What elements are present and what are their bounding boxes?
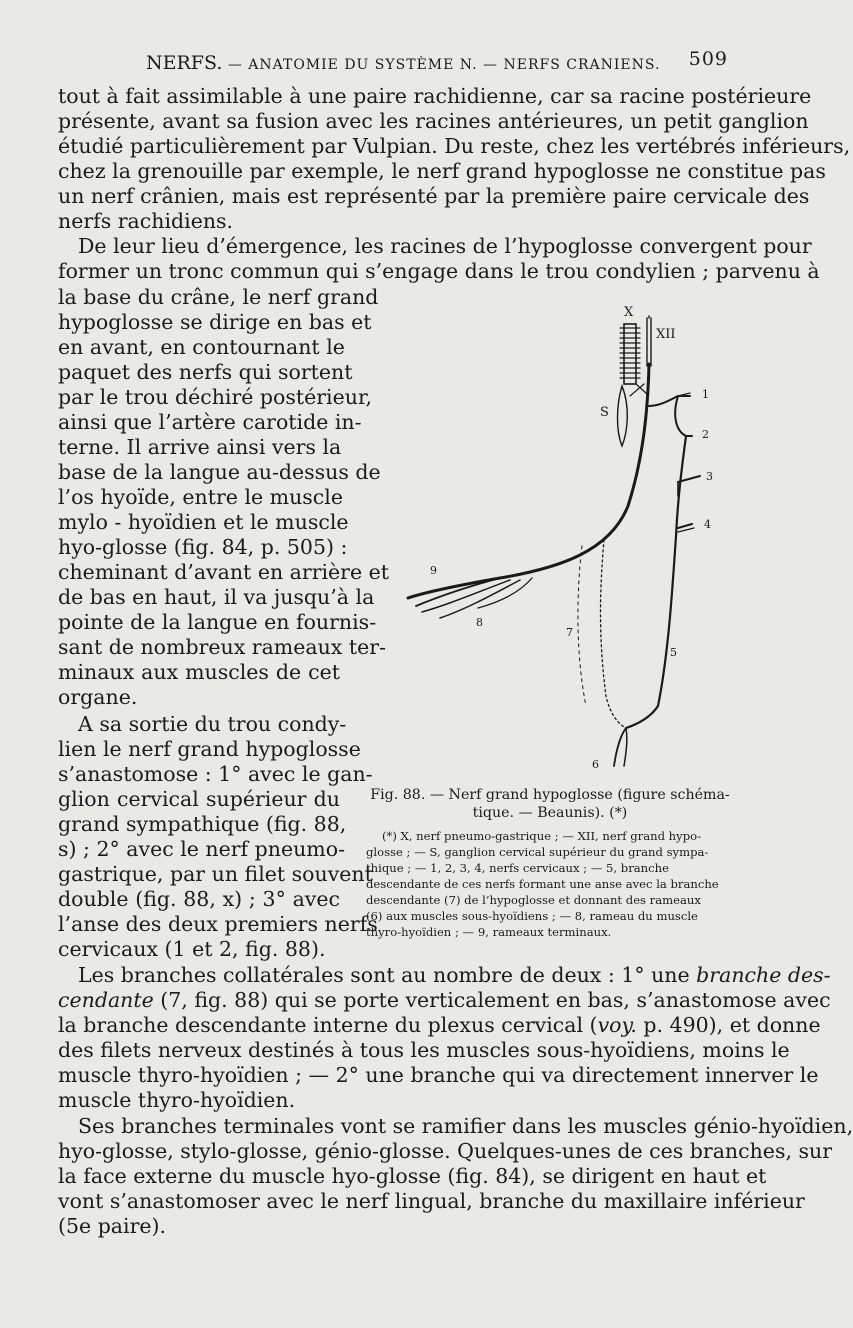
text-line: mylo - hyoïdien et le muscle bbox=[58, 510, 349, 534]
hypoglossal-roots bbox=[647, 316, 651, 366]
label-5: 5 bbox=[670, 646, 677, 659]
text-line: par le trou déchiré postérieur, bbox=[58, 385, 373, 409]
text-line: cervicaux (1 et 2, fig. 88). bbox=[58, 937, 326, 961]
text-line: hyo-glosse, stylo-glosse, génio-glosse. Quelques-unes de ces branches, sur bbox=[58, 1139, 833, 1163]
label-x: X bbox=[624, 305, 634, 320]
label-6: 6 bbox=[592, 758, 599, 771]
note-line: thyro-hyoïdien ; — 9, rameaux terminaux. bbox=[366, 925, 612, 939]
text-line: lien le nerf grand hypoglosse bbox=[58, 737, 361, 761]
page-number: 509 bbox=[688, 48, 728, 70]
descending-hypoglossal-branch-7 bbox=[601, 540, 627, 728]
cervical-nerve-4 bbox=[678, 524, 692, 528]
subhyoid-branch-6 bbox=[624, 728, 627, 766]
text-line: nerfs rachidiens. bbox=[58, 209, 234, 233]
text-line: A sa sortie du trou condy- bbox=[78, 712, 347, 736]
label-7: 7 bbox=[566, 626, 573, 639]
note-line: glosse ; — S, ganglion cervical supérieur du grand sympa- bbox=[366, 845, 709, 859]
figure-88-diagram bbox=[360, 296, 740, 776]
label-9: 9 bbox=[430, 564, 437, 577]
cervical-nerve-1 bbox=[649, 396, 690, 406]
text-line: des filets nerveux destinés à tous les muscles sous-hyoïdiens, moins le bbox=[58, 1038, 790, 1062]
text-line: la face externe du muscle hyo-glosse (fig. 84), se dirigent en haut et bbox=[58, 1164, 767, 1188]
page-header bbox=[60, 48, 728, 74]
caption-line: tique. — Beaunis). (*) bbox=[472, 805, 628, 821]
label-8: 8 bbox=[476, 616, 483, 629]
text-line: l’anse des deux premiers nerfs bbox=[58, 912, 378, 936]
text-line: paquet des nerfs qui sortent bbox=[58, 360, 353, 384]
vagus-nerve-hatching bbox=[620, 328, 640, 378]
label-2: 2 bbox=[702, 428, 709, 441]
text-line: étudié particulièrement par Vulpian. Du reste, chez les vertébrés inférieurs, bbox=[58, 134, 851, 158]
text-line: De leur lieu d’émergence, les racines de l’hypoglosse convergent pour bbox=[78, 234, 812, 258]
text-line: cendante (7, fig. 88) qui se porte verticalement en bas, s’anastomose avec bbox=[58, 988, 831, 1012]
label-1: 1 bbox=[702, 388, 709, 401]
text-line: former un tronc commun qui s’engage dans le trou condylien ; parvenu à bbox=[58, 259, 820, 283]
figure-caption bbox=[364, 786, 736, 822]
text-line: hyo-glosse (fig. 84, p. 505) : bbox=[58, 535, 348, 559]
text-line: cheminant d’avant en arrière et bbox=[58, 560, 389, 584]
text-line: terne. Il arrive ainsi vers la bbox=[58, 435, 342, 459]
text-line: double (fig. 88, x) ; 3° avec bbox=[58, 887, 340, 911]
note-line: (*) X, nerf pneumo-gastrique ; — XII, nerf grand hypo- bbox=[382, 829, 702, 843]
text-line: gastrique, par un filet souvent bbox=[58, 862, 373, 886]
text-line: grand sympathique (fig. 88, bbox=[58, 812, 347, 836]
text-line: vont s’anastomoser avec le nerf lingual, branche du maxillaire inférieur bbox=[58, 1189, 805, 1213]
text-line: la base du crâne, le nerf grand bbox=[58, 285, 379, 309]
note-line: thique ; — 1, 2, 3, 4, nerfs cervicaux ; — 5, branche bbox=[366, 861, 669, 875]
figure-note bbox=[366, 828, 734, 940]
text-line: l’os hyoïde, entre le muscle bbox=[58, 485, 343, 509]
faint-vessel bbox=[578, 546, 586, 706]
note-line: descendante (7) de l’hypoglosse et donnant des rameaux bbox=[366, 893, 701, 907]
text-line: base de la langue au-dessus de bbox=[58, 460, 381, 484]
label-xii: XII bbox=[656, 327, 676, 342]
hypoglossal-trunk bbox=[408, 364, 649, 598]
text-line: chez la grenouille par exemple, le nerf grand hypoglosse ne constitue pas bbox=[58, 159, 826, 183]
running-head: NERFS. — ANATOMIE DU SYSTÈME N. — NERFS CRANIENS. bbox=[146, 52, 661, 74]
note-line: descendante de ces nerfs formant une anse avec la branche bbox=[366, 877, 719, 891]
label-3: 3 bbox=[706, 470, 713, 483]
label-4: 4 bbox=[704, 518, 711, 531]
text-line: minaux aux muscles de cet bbox=[58, 660, 340, 684]
text-line: muscle thyro-hyoïdien ; — 2° une branche qui va directement innerver le bbox=[58, 1063, 819, 1087]
text-line: ainsi que l’artère carotide in- bbox=[58, 410, 362, 434]
text-line: de bas en haut, il va jusqu’à la bbox=[58, 585, 375, 609]
text-line: s) ; 2° avec le nerf pneumo- bbox=[58, 837, 346, 861]
text-line: muscle thyro-hyoïdien. bbox=[58, 1088, 296, 1112]
text-line: Les branches collatérales sont au nombre de deux : 1° une branche des- bbox=[78, 963, 831, 987]
note-line: (6) aux muscles sous-hyoïdiens ; — 8, rameau du muscle bbox=[366, 909, 698, 923]
text-line: présente, avant sa fusion avec les racines antérieures, un petit ganglion bbox=[58, 109, 809, 133]
text-line: glion cervical supérieur du bbox=[58, 787, 340, 811]
text-line: pointe de la langue en fournis- bbox=[58, 610, 377, 634]
cervical-nerve-2 bbox=[675, 396, 692, 436]
text-line: hypoglosse se dirige en bas et bbox=[58, 310, 372, 334]
text-line: tout à fait assimilable à une paire rachidienne, car sa racine postérieure bbox=[58, 84, 812, 108]
label-s: S bbox=[600, 405, 609, 420]
text-line: sant de nombreux rameaux ter- bbox=[58, 635, 386, 659]
text-line: organe. bbox=[58, 685, 138, 709]
caption-line: Fig. 88. — Nerf grand hypoglosse (figure schéma- bbox=[370, 787, 730, 803]
text-line: s’anastomose : 1° avec le gan- bbox=[58, 762, 373, 786]
text-line: la branche descendante interne du plexus cervical (voy. p. 490), et donne bbox=[58, 1013, 821, 1037]
sympathetic-ganglion-shape bbox=[618, 386, 628, 446]
text-line: Ses branches terminales vont se ramifier dans les muscles génio-hyoïdien, bbox=[78, 1114, 853, 1138]
text-line: en avant, en contournant le bbox=[58, 335, 345, 359]
text-line: un nerf crânien, mais est représenté par la première paire cervicale des bbox=[58, 184, 810, 208]
text-line: (5e paire). bbox=[58, 1214, 167, 1238]
